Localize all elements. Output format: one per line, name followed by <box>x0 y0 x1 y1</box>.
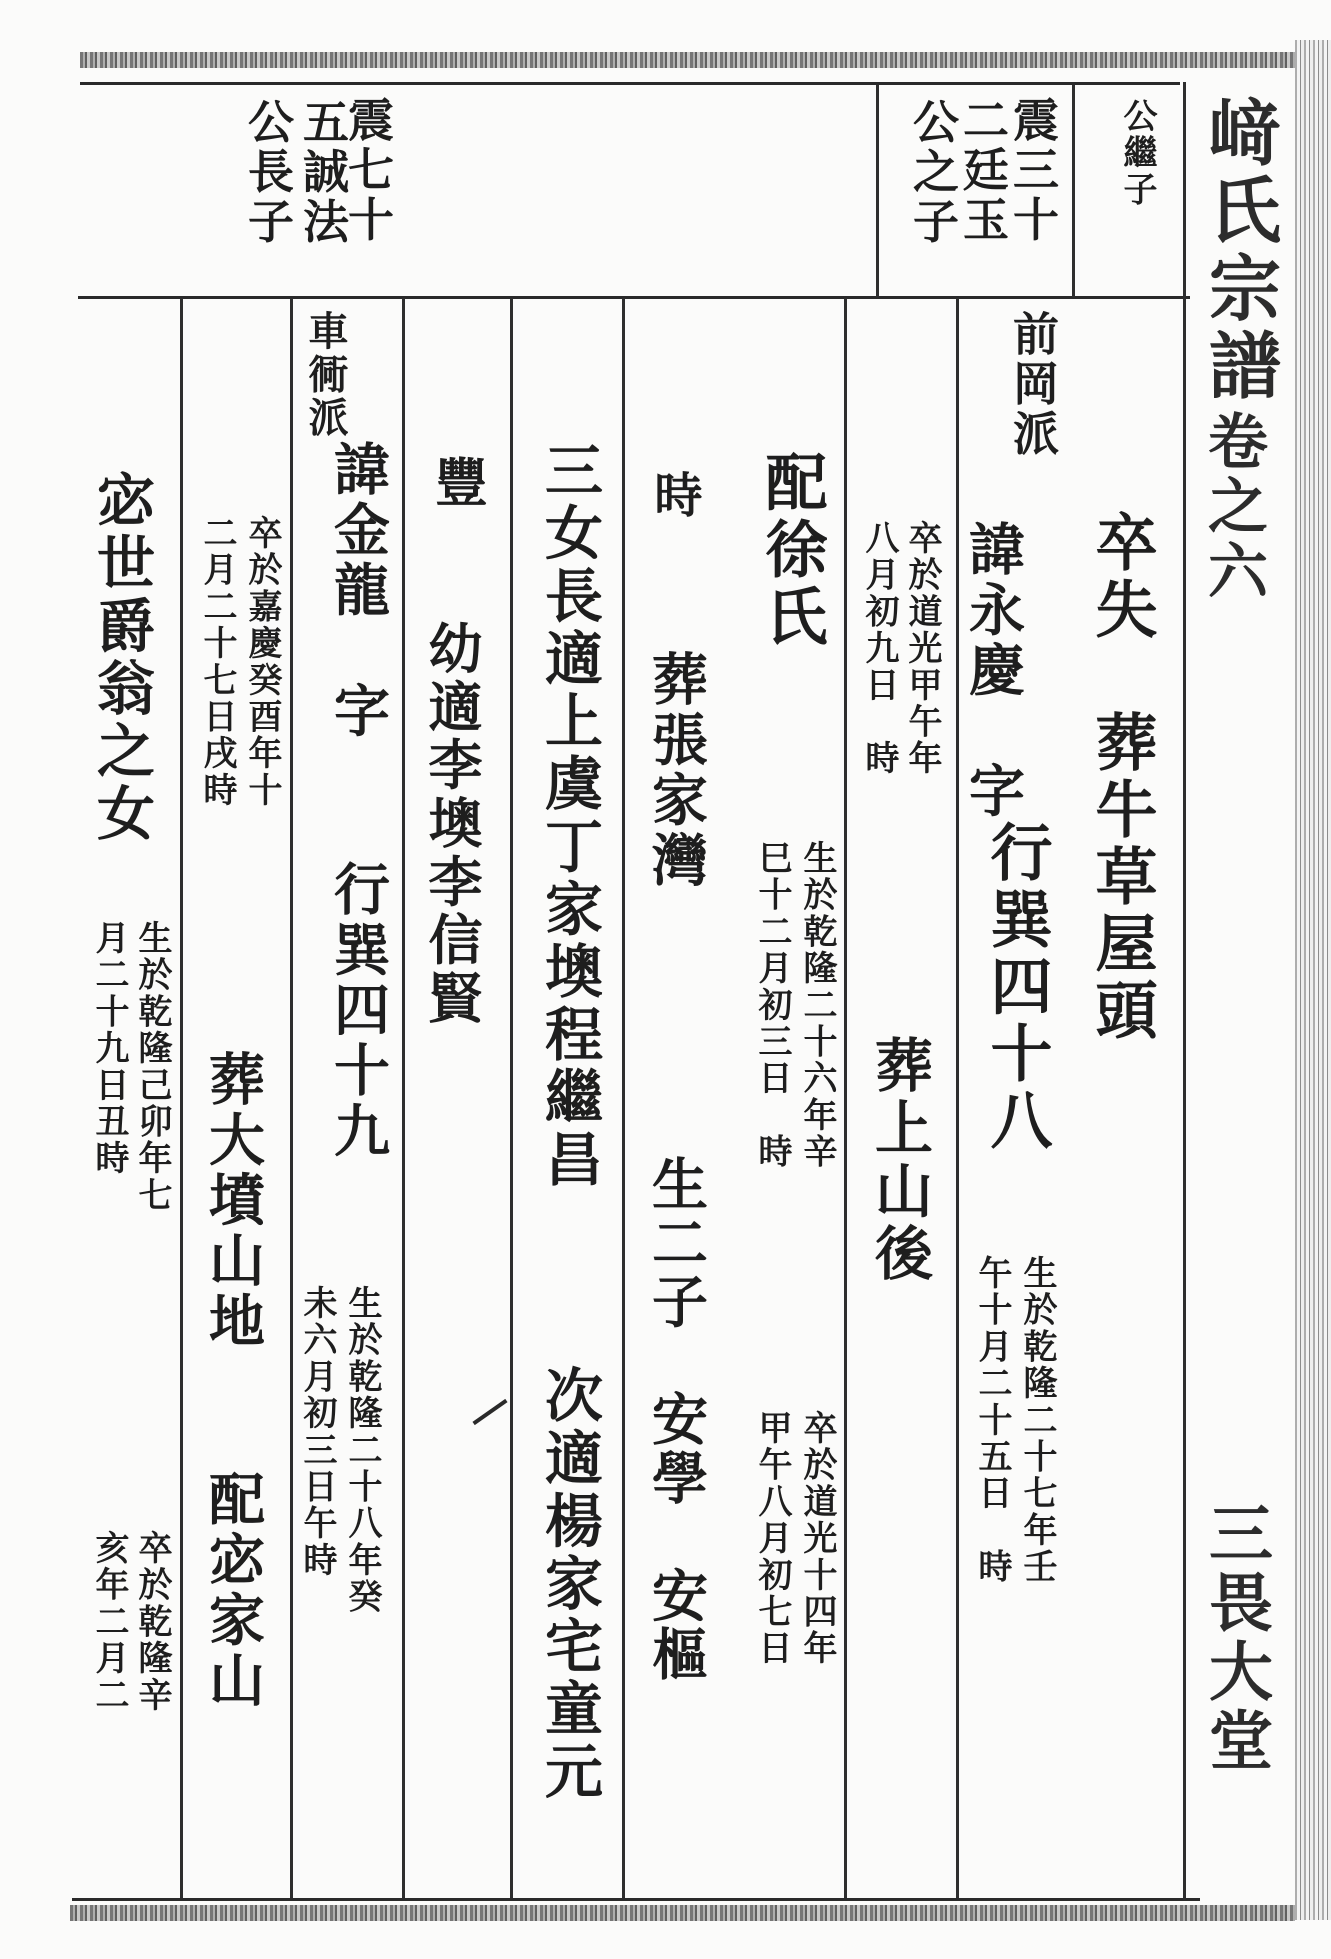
c4-line-1: 卒於道光甲午年 <box>902 520 942 778</box>
c10-line-2: 諱金龍 字 <box>325 440 391 743</box>
c8-line-1: 三女長適上虞丁家墺程繼昌 <box>535 440 603 1192</box>
c13-line-4: 卒於乾隆辛 <box>132 1530 172 1714</box>
bottom-border <box>70 1905 1295 1921</box>
header-cell-2-line-3: 公之子 <box>906 98 960 248</box>
c1-line-1: 卒失 <box>1085 510 1158 644</box>
c9-line-1: 豐 <box>426 455 487 512</box>
c12-line-1: 卒於嘉慶癸酉年十 <box>242 515 282 809</box>
column-rule-3 <box>622 298 625 1898</box>
top-border <box>80 52 1295 68</box>
c7-line-3: 生二子 安學 安樞 <box>643 1155 709 1685</box>
c3-line-1: 前岡派 <box>1006 310 1060 460</box>
margin-book-title: 﨑氏宗譜 <box>1197 95 1282 407</box>
page-edge <box>1295 40 1331 1920</box>
margin-hall-name: 三畏大堂 <box>1198 1500 1273 1777</box>
c5-line-2: 生於乾隆二十六年辛 <box>797 840 837 1171</box>
column-rule-4 <box>510 298 513 1898</box>
c2-line-2: 生於乾隆二十七年壬 <box>1017 1255 1057 1586</box>
c12-line-3: 葬大墳山地 <box>200 1050 266 1353</box>
header-cell-3-line-1: 震七十 <box>341 96 395 246</box>
header-cell-2-line-2: 二廷玉 <box>956 96 1010 246</box>
header-divider <box>78 296 1190 299</box>
c7-line-1: 時 <box>646 470 702 522</box>
c7-line-2: 葬張家灣 <box>643 650 709 892</box>
column-rule-5 <box>402 298 405 1898</box>
column-rule-1 <box>956 298 959 1898</box>
frame-right <box>1183 82 1186 1900</box>
ink-stroke <box>472 1399 507 1425</box>
header-cell-1-line-1: 公繼子 <box>1117 98 1157 209</box>
header-cell-3-line-3: 公長子 <box>241 98 295 248</box>
c13-line-5: 亥年二月二 <box>89 1530 129 1714</box>
c9-line-2: 幼適李墺李信賢 <box>420 620 484 1029</box>
header-cell-3-line-2: 五誠法 <box>296 98 350 248</box>
c1-line-2: 葬牛草屋頭 <box>1085 710 1158 1045</box>
header-divider-1 <box>1072 85 1075 297</box>
c5-line-1: 配徐氏 <box>755 450 828 651</box>
margin-volume: 卷之六 <box>1198 410 1268 605</box>
c13-line-1: 宓世爵翁之女 <box>87 470 155 846</box>
c2-line-1: 行巽四十八 <box>980 820 1053 1155</box>
c12-line-4: 配宓家山 <box>200 1470 266 1712</box>
frame-bottom <box>72 1898 1200 1901</box>
column-rule-2 <box>844 298 847 1898</box>
c6-line-2: 甲午八月初七日 <box>752 1410 792 1668</box>
c10-line-1: 車衕派 <box>302 310 349 440</box>
c2-line-3: 午十月二十五日 時 <box>972 1255 1012 1586</box>
c13-line-2: 生於乾隆己卯年七 <box>132 920 172 1214</box>
c11-line-2: 未六月初三日午時 <box>297 1285 337 1579</box>
c6-line-1: 卒於道光十四年 <box>797 1410 837 1668</box>
c4-line-2: 八月初九日 時 <box>859 520 899 778</box>
c12-line-2: 二月二十七日戌時 <box>197 515 237 809</box>
c8-line-2: 次適楊家宅童元 <box>535 1365 603 1804</box>
c11-line-1: 生於乾隆二十八年癸 <box>342 1285 382 1616</box>
c4-line-3: 葬上山後 <box>865 1035 933 1286</box>
c5-line-3: 巳十二月初三日 時 <box>752 840 792 1171</box>
header-divider-2 <box>876 85 879 297</box>
column-rule-7 <box>180 298 183 1898</box>
column-rule-6 <box>290 298 293 1898</box>
frame-top <box>80 82 1180 85</box>
c3-line-2: 諱永慶 字 <box>960 520 1026 823</box>
c13-line-3: 月二十九日丑時 <box>89 920 129 1178</box>
header-cell-2-line-1: 震三十 <box>1006 96 1060 246</box>
c10-line-3: 行巽四十九 <box>325 860 391 1163</box>
